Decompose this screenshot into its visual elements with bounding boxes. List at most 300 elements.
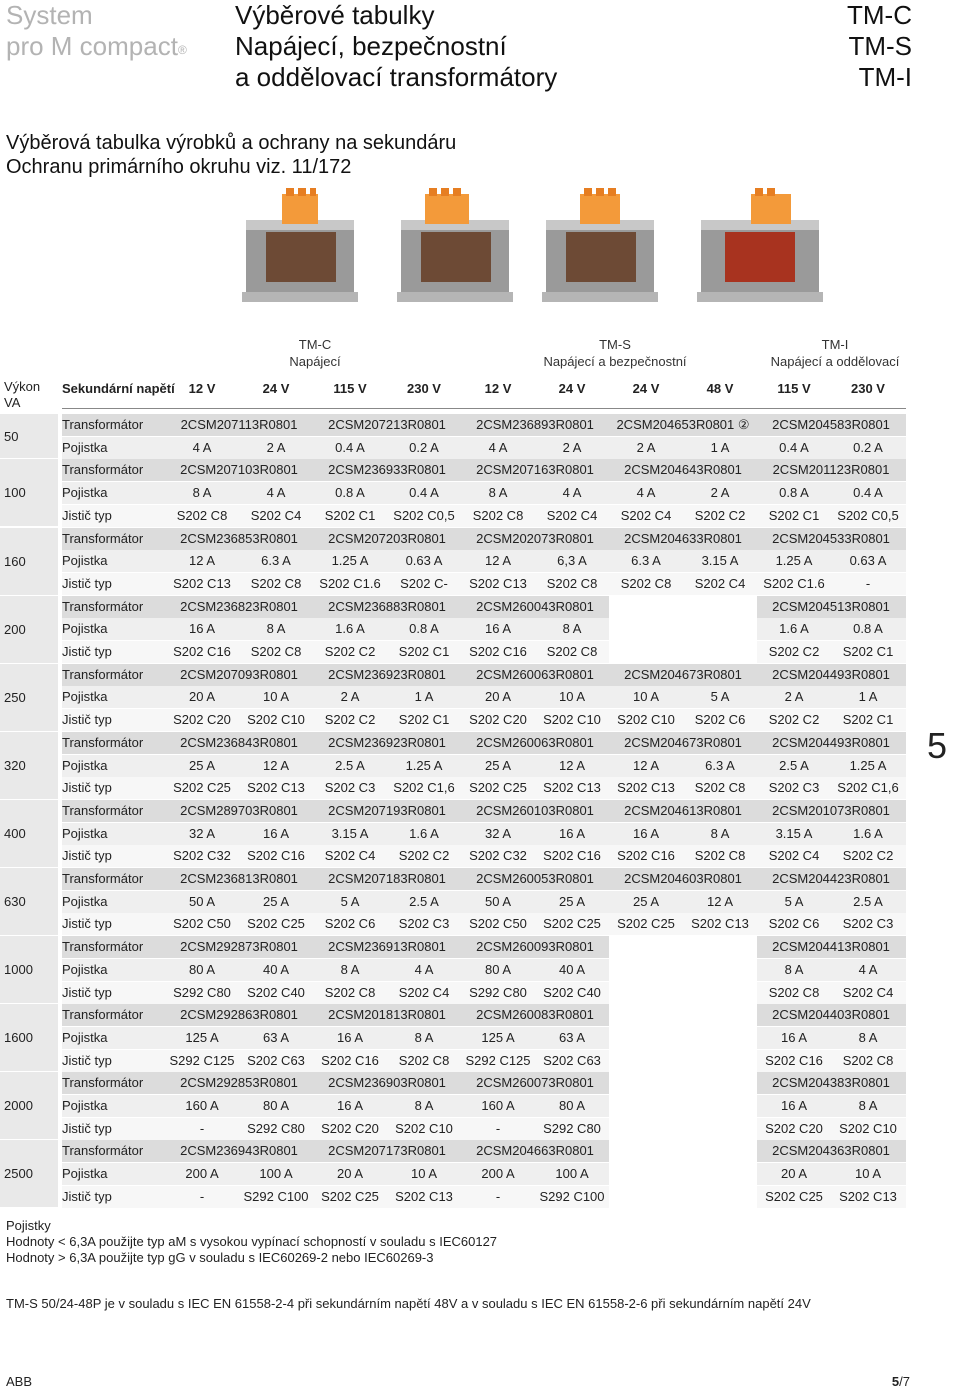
fuse-value: 25 A: [262, 893, 290, 909]
transformer-code: 2CSM204643R0801: [624, 462, 742, 478]
breaker-type: S202 C16: [543, 848, 601, 864]
power-value: 160: [4, 553, 26, 569]
fuse-value: 1.6 A: [853, 825, 883, 841]
breaker-type: S202 C8: [694, 848, 746, 864]
empty-cell: [683, 1186, 757, 1208]
fuse-value: 12 A: [188, 553, 216, 569]
power-value: 400: [4, 825, 26, 841]
registered-mark: ®: [177, 43, 187, 57]
breaker-type: S202 C8: [324, 984, 376, 1000]
empty-cell: [683, 1118, 757, 1140]
breaker-type: S292 C100: [539, 1188, 605, 1204]
transformer-code: 2CSM204613R0801: [624, 802, 742, 818]
row-label-tr: Transformátor: [62, 1143, 144, 1159]
transformer-code: 2CSM260053R0801: [476, 871, 594, 886]
fuse-value: 2.5 A: [335, 757, 365, 773]
footer-brand: ABB: [6, 1374, 33, 1389]
breaker-type: S202 C10: [839, 1120, 897, 1136]
empty-cell: [683, 618, 757, 640]
fuse-value: 63 A: [558, 1029, 586, 1045]
group-name: TM-C: [298, 337, 332, 352]
code-tms: TM-S: [848, 31, 912, 61]
empty-cell: [609, 618, 683, 640]
transformer-tmc-image: [240, 180, 360, 310]
fuse-value: 4 A: [858, 961, 878, 977]
transformer-code: 2CSM207103R0801: [180, 462, 298, 478]
title-sub2: a oddělovací transformátory: [235, 62, 558, 92]
power-cell: [0, 414, 58, 459]
breaker-type: S202 C-: [400, 575, 448, 591]
power-header: [4, 379, 40, 411]
breaker-type: S202 C40: [543, 984, 601, 1000]
breaker-type: S292 C80: [247, 1120, 305, 1136]
fuse-value: 1.6 A: [779, 621, 809, 637]
title-main: Výběrové tabulky: [235, 0, 435, 30]
row-label-pj: Pojistka: [62, 825, 108, 841]
transformer-code: 2CSM260073R0801: [476, 1075, 594, 1091]
power-cell: [0, 1004, 58, 1072]
intro-line1: Výběrová tabulka výrobků a ochrany na sekundáru: [6, 132, 457, 154]
fuse-value: 80 A: [484, 961, 512, 977]
fuse-value: 100 A: [259, 1166, 293, 1182]
breaker-type: S292 C125: [465, 1052, 531, 1068]
group-name: TM-I: [821, 337, 849, 352]
transformer-tmi-image: [695, 180, 825, 310]
fuse-value: 80 A: [262, 1098, 290, 1113]
fuse-value: 4 A: [636, 485, 656, 501]
row-label-js: Jistič typ: [62, 848, 112, 864]
transformer-code: 2CSM260083R0801: [476, 1007, 594, 1023]
transformer-tms-image: [395, 180, 515, 310]
fuse-value: 0.8 A: [779, 485, 809, 501]
breaker-type: S202 C13: [173, 575, 231, 591]
fuse-value: 160 A: [481, 1098, 515, 1113]
breaker-type: S202 C13: [247, 780, 305, 796]
brand-line2: pro M compact: [6, 31, 178, 61]
transformer-code: 2CSM236943R0801: [180, 1143, 298, 1159]
breaker-type: S202 C13: [543, 780, 601, 796]
row-label-tr: Transformátor: [62, 666, 144, 682]
transformer-code: 2CSM207173R0801: [328, 1143, 446, 1159]
row-label-js: Jistič typ: [62, 1052, 112, 1068]
transformer-code: 2CSM207093R0801: [180, 666, 298, 682]
voltage-header: 12 V: [484, 381, 512, 396]
fuse-value: 1.25 A: [405, 757, 443, 773]
transformer-code: 2CSM204603R0801: [624, 871, 742, 886]
fuse-value: 40 A: [558, 961, 586, 977]
fuse-value: 4 A: [488, 439, 508, 455]
fuse-value: 32 A: [188, 825, 216, 841]
fuse-value: 50 A: [188, 893, 216, 909]
transformer-code: 2CSM236823R0801: [180, 598, 298, 614]
note-2: Hodnoty > 6,3A použijte typ gG v souladu s IEC60269-2 nebo IEC60269-3: [6, 1250, 434, 1265]
breaker-type: S202 C50: [469, 916, 527, 932]
fuse-value: 2 A: [340, 689, 360, 705]
power-cell: [0, 732, 58, 800]
fuse-value: 125 A: [185, 1029, 219, 1045]
fuse-value: 25 A: [632, 893, 660, 909]
fuse-value: 1 A: [710, 439, 730, 455]
breaker-type: S292 C80: [469, 984, 527, 1000]
row-label-tr: Transformátor: [62, 939, 144, 955]
row-label-tr: Transformátor: [62, 462, 144, 478]
breaker-type: S202 C8: [546, 644, 598, 659]
breaker-type: S202 C4: [546, 507, 598, 523]
fuse-value: 8 A: [562, 621, 582, 637]
group-tmi: [750, 336, 920, 370]
empty-cell: [683, 959, 757, 981]
page-title: [235, 0, 557, 93]
row-label-pj: Pojistka: [62, 485, 108, 501]
fuse-value: 4 A: [562, 485, 582, 501]
breaker-type: S202 C25: [321, 1188, 379, 1204]
empty-cell: [609, 1140, 757, 1162]
fuse-value: 2.5 A: [853, 893, 883, 909]
voltage-header: 24 V: [632, 381, 660, 396]
breaker-type: S202 C13: [691, 916, 749, 932]
transformer-code: 2CSM292853R0801: [180, 1075, 298, 1091]
breaker-type: S202 C16: [469, 644, 527, 659]
transformer-code: 2CSM204423R0801: [772, 871, 890, 886]
power-value: 50: [4, 428, 19, 444]
breaker-type: S202 C3: [768, 780, 820, 796]
voltage-header: 12 V: [188, 381, 216, 396]
empty-cell: [609, 641, 683, 663]
empty-cell: [609, 1186, 683, 1208]
breaker-type: S202 C63: [247, 1052, 305, 1068]
fuse-value: 2.5 A: [779, 757, 809, 773]
fuse-value: 10 A: [854, 1166, 882, 1182]
breaker-type: S202 C4: [250, 507, 302, 523]
fuse-value: 2.5 A: [409, 893, 439, 909]
voltage-header: 48 V: [706, 381, 734, 396]
fuse-value: 0.4 A: [779, 439, 809, 455]
empty-cell: [609, 959, 683, 981]
breaker-type: S202 C10: [395, 1120, 453, 1136]
fuse-value: 8 A: [858, 1098, 878, 1113]
fuse-value: 160 A: [185, 1098, 219, 1113]
breaker-type: S202 C16: [617, 848, 675, 864]
empty-cell: [609, 596, 757, 618]
transformer-code: 2CSM201813R0801: [328, 1007, 446, 1023]
fuse-value: 0.4 A: [409, 485, 439, 501]
empty-cell: [683, 1050, 757, 1072]
fuse-value: 0.8 A: [335, 485, 365, 501]
row-label-pj: Pojistka: [62, 961, 108, 977]
notes: [6, 1218, 497, 1266]
transformer-code: 2CSM292873R0801: [180, 939, 298, 955]
breaker-type: S202 C25: [617, 916, 675, 932]
fuse-value: 0.4 A: [853, 485, 883, 501]
fuse-value: 2 A: [710, 485, 730, 501]
breaker-type: S202 C4: [694, 575, 746, 591]
transformer-code: 2CSM236813R0801: [180, 871, 298, 886]
fuse-value: 0.8 A: [409, 621, 439, 637]
breaker-type: S202 C32: [173, 848, 231, 864]
voltage-header: 24 V: [558, 381, 586, 396]
breaker-type: S202 C25: [173, 780, 231, 796]
breaker-type: S202 C4: [398, 984, 450, 1000]
fuse-value: 5 A: [710, 689, 730, 705]
fuse-value: 2 A: [562, 439, 582, 455]
transformer-code: 2CSM204363R0801: [772, 1143, 890, 1159]
power-cell: [0, 936, 58, 1004]
breaker-type: S202 C2: [768, 712, 820, 728]
fuse-value: 1 A: [858, 689, 878, 705]
breaker-type: S202 C8: [250, 644, 302, 659]
row-label-js: Jistič typ: [62, 575, 112, 591]
product-codes: [847, 0, 912, 93]
note-3: TM-S 50/24-48P je v souladu s IEC EN 61558-2-4 při sekundárním napětí 48V a v souladu s IEC EN 61558-2-6 při sekundárním napětí 24V: [6, 1296, 811, 1311]
row-label-tr: Transformátor: [62, 598, 144, 614]
breaker-type: S202 C8: [694, 780, 746, 796]
breaker-type: S202 C16: [321, 1052, 379, 1068]
power-cell: [0, 868, 58, 936]
header-divider: [62, 408, 906, 409]
row-label-pj: Pojistka: [62, 689, 108, 705]
breaker-type: S202 C20: [765, 1120, 823, 1136]
empty-cell: [609, 982, 683, 1004]
fuse-value: 6.3 A: [261, 553, 291, 569]
breaker-type: S202 C8: [842, 1052, 894, 1068]
fuse-value: 25 A: [484, 757, 512, 773]
transformer-code: 2CSM260043R0801: [476, 598, 594, 614]
breaker-type: S202 C32: [469, 848, 527, 864]
fuse-value: 16 A: [632, 825, 660, 841]
fuse-value: 3.15 A: [331, 825, 369, 841]
transformer-code: 2CSM236843R0801: [180, 734, 298, 750]
fuse-value: 6.3 A: [631, 553, 661, 569]
fuse-value: 4 A: [266, 485, 286, 501]
transformer-code: 2CSM236883R0801: [328, 598, 446, 614]
fuse-value: 12 A: [262, 757, 290, 773]
page-rest: /7: [899, 1374, 910, 1389]
transformer-code: 2CSM236903R0801: [328, 1075, 446, 1091]
transformer-code: 2CSM204383R0801: [772, 1075, 890, 1091]
breaker-type: S202 C10: [617, 712, 675, 728]
page-number: [892, 1374, 910, 1389]
empty-cell: [609, 1095, 683, 1117]
transformer-code: 2CSM204653R0801 ②: [616, 417, 750, 432]
fuse-value: 5 A: [340, 893, 360, 909]
fuse-value: 0.8 A: [853, 621, 883, 637]
fuse-value: 0.63 A: [405, 553, 443, 569]
fuse-value: 12 A: [632, 757, 660, 773]
empty-cell: [609, 1027, 683, 1049]
breaker-type: S202 C1.6: [319, 575, 381, 591]
row-label-tr: Transformátor: [62, 1075, 144, 1091]
fuse-value: 16 A: [780, 1098, 808, 1113]
fuse-value: 16 A: [262, 825, 290, 841]
power-cell: [0, 596, 58, 664]
transformer-code: 2CSM289703R0801: [180, 802, 298, 818]
breaker-type: S202 C3: [842, 916, 894, 932]
transformer-code: 2CSM207163R0801: [476, 462, 594, 478]
breaker-type: S202 C1: [324, 507, 376, 523]
transformer-code: 2CSM236923R0801: [328, 666, 446, 682]
fuse-value: 8 A: [266, 621, 286, 637]
power-value: 250: [4, 689, 26, 705]
power-value: 1600: [4, 1030, 33, 1046]
fuse-value: 4 A: [414, 961, 434, 977]
fuse-value: 1.25 A: [849, 757, 887, 773]
fuse-value: 16 A: [336, 1098, 364, 1113]
fuse-value: 8 A: [414, 1098, 434, 1113]
fuse-value: 0.2 A: [853, 439, 883, 455]
group-name: TM-S: [599, 337, 631, 352]
breaker-type: S202 C4: [324, 848, 376, 864]
fuse-value: 20 A: [484, 689, 512, 705]
breaker-type: S202 C2: [324, 644, 376, 659]
fuse-value: 2 A: [784, 689, 804, 705]
fuse-value: 50 A: [484, 893, 512, 909]
fuse-value: 4 A: [192, 439, 212, 455]
transformer-code: 2CSM260063R0801: [476, 734, 594, 750]
fuse-value: 2 A: [636, 439, 656, 455]
transformer-code: 2CSM202073R0801: [476, 530, 594, 546]
transformer-code: 2CSM260093R0801: [476, 939, 594, 955]
breaker-type: S202 C2: [768, 644, 820, 659]
breaker-type: S202 C6: [768, 916, 820, 932]
power-value: 100: [4, 485, 26, 501]
breaker-type: S202 C63: [543, 1052, 601, 1068]
row-label-pj: Pojistka: [62, 621, 108, 637]
transformer-code: 2CSM204673R0801: [624, 666, 742, 682]
transformer-code: 2CSM207113R0801: [180, 417, 298, 432]
fuse-value: 20 A: [188, 689, 216, 705]
fuse-value: 8 A: [340, 961, 360, 977]
group-desc: Napájecí a bezpečnostní: [543, 354, 687, 369]
transformer-code: 2CSM204673R0801: [624, 734, 742, 750]
breaker-type: S202 C8: [398, 1052, 450, 1068]
empty-cell: [609, 936, 757, 958]
power-value: 630: [4, 894, 26, 910]
transformer-code: 2CSM207193R0801: [328, 802, 446, 818]
fuse-value: 8 A: [488, 485, 508, 501]
transformer-code: 2CSM236933R0801: [328, 462, 446, 478]
breaker-type: S202 C13: [839, 1188, 897, 1204]
row-label-js: Jistič typ: [62, 1120, 112, 1136]
breaker-type: S202 C8: [546, 575, 598, 591]
group-desc: Napájecí: [289, 354, 341, 369]
power-cell: [0, 1140, 58, 1208]
fuse-value: 0.2 A: [409, 439, 439, 455]
row-label-pj: Pojistka: [62, 1166, 108, 1182]
empty-cell: [683, 982, 757, 1004]
breaker-type: S202 C1: [842, 644, 894, 659]
voltage-header: 230 V: [851, 381, 885, 396]
power-cell: [0, 1072, 58, 1140]
power-cell: [0, 800, 58, 868]
transformer-code: 2CSM260103R0801: [476, 802, 594, 818]
transformer-code: 2CSM204583R0801: [772, 417, 890, 432]
fuse-value: 10 A: [410, 1166, 438, 1182]
fuse-value: 12 A: [706, 893, 734, 909]
row-label-tr: Transformátor: [62, 802, 144, 818]
power-unit: VA: [4, 395, 21, 410]
breaker-type: S202 C1.6: [763, 575, 825, 591]
fuse-value: 12 A: [484, 553, 512, 569]
fuse-value: 63 A: [262, 1029, 290, 1045]
breaker-type: S202 C20: [173, 712, 231, 728]
breaker-type: S202 C1: [768, 507, 820, 523]
row-label-js: Jistič typ: [62, 712, 112, 728]
breaker-type: -: [495, 1188, 501, 1204]
intro: [6, 131, 456, 179]
breaker-type: S202 C40: [247, 984, 305, 1000]
transformer-code: 2CSM236853R0801: [180, 530, 298, 546]
transformer-code: 2CSM236893R0801: [476, 417, 594, 432]
row-label-js: Jistič typ: [62, 916, 112, 932]
fuse-value: 3.15 A: [701, 553, 739, 569]
power-cell: [0, 459, 58, 527]
breaker-type: S202 C2: [324, 712, 376, 728]
transformer-code: 2CSM207203R0801: [328, 530, 446, 546]
transformer-code: 2CSM204663R0801: [476, 1143, 594, 1159]
fuse-value: 5 A: [784, 893, 804, 909]
breaker-type: S202 C3: [398, 916, 450, 932]
breaker-type: S202 C16: [173, 644, 231, 659]
breaker-type: S202 C1: [398, 712, 450, 728]
fuse-value: 8 A: [192, 485, 212, 501]
row-label-tr: Transformátor: [62, 1007, 144, 1023]
transformer-code: 2CSM204413R0801: [772, 939, 890, 955]
intro-line2: Ochranu primárního okruhu viz. 11/172: [6, 156, 352, 178]
row-label-js: Jistič typ: [62, 984, 112, 1000]
row-label-tr: Transformátor: [62, 530, 144, 546]
fuse-value: 25 A: [188, 757, 216, 773]
fuse-value: 10 A: [558, 689, 586, 705]
fuse-value: 32 A: [484, 825, 512, 841]
transformer-code: 2CSM204493R0801: [772, 666, 890, 682]
breaker-type: S202 C3: [324, 780, 376, 796]
breaker-type: S202 C8: [250, 575, 302, 591]
breaker-type: S202 C13: [395, 1188, 453, 1204]
transformer-code: 2CSM204633R0801: [624, 530, 742, 546]
row-label-pj: Pojistka: [62, 757, 108, 773]
fuse-value: 1.25 A: [775, 553, 813, 569]
row-label-tr: Transformátor: [62, 417, 144, 432]
fuse-value: 16 A: [558, 825, 586, 841]
transformer-code: 2CSM204533R0801: [772, 530, 890, 546]
fuse-value: 1.6 A: [409, 825, 439, 841]
fuse-value: 16 A: [780, 1029, 808, 1045]
code-tmc: TM-C: [847, 0, 912, 30]
fuse-value: 1 A: [414, 689, 434, 705]
transformer-code: 2CSM201123R0801: [772, 462, 890, 478]
brand-line1: System: [6, 0, 93, 30]
breaker-type: S292 C80: [543, 1120, 601, 1136]
fuse-value: 16 A: [484, 621, 512, 637]
fuse-value: 100 A: [555, 1166, 589, 1182]
breaker-type: S202 C4: [620, 507, 672, 523]
breaker-type: S292 C80: [173, 984, 231, 1000]
transformer-code: 2CSM236913R0801: [328, 939, 446, 955]
power-value: 1000: [4, 962, 33, 978]
transformer-code: 2CSM260063R0801: [476, 666, 594, 682]
breaker-type: S202 C2: [694, 507, 746, 523]
fuse-value: 40 A: [262, 961, 290, 977]
breaker-type: S202 C0,5: [837, 507, 899, 523]
fuse-value: 20 A: [780, 1166, 808, 1182]
breaker-type: S202 C8: [472, 507, 524, 523]
fuse-value: 80 A: [558, 1098, 586, 1113]
fuse-value: 0.4 A: [335, 439, 365, 455]
voltage-header: 115 V: [333, 381, 367, 396]
fuse-value: 80 A: [188, 961, 216, 977]
breaker-type: S202 C8: [620, 575, 672, 591]
empty-cell: [609, 1004, 757, 1026]
